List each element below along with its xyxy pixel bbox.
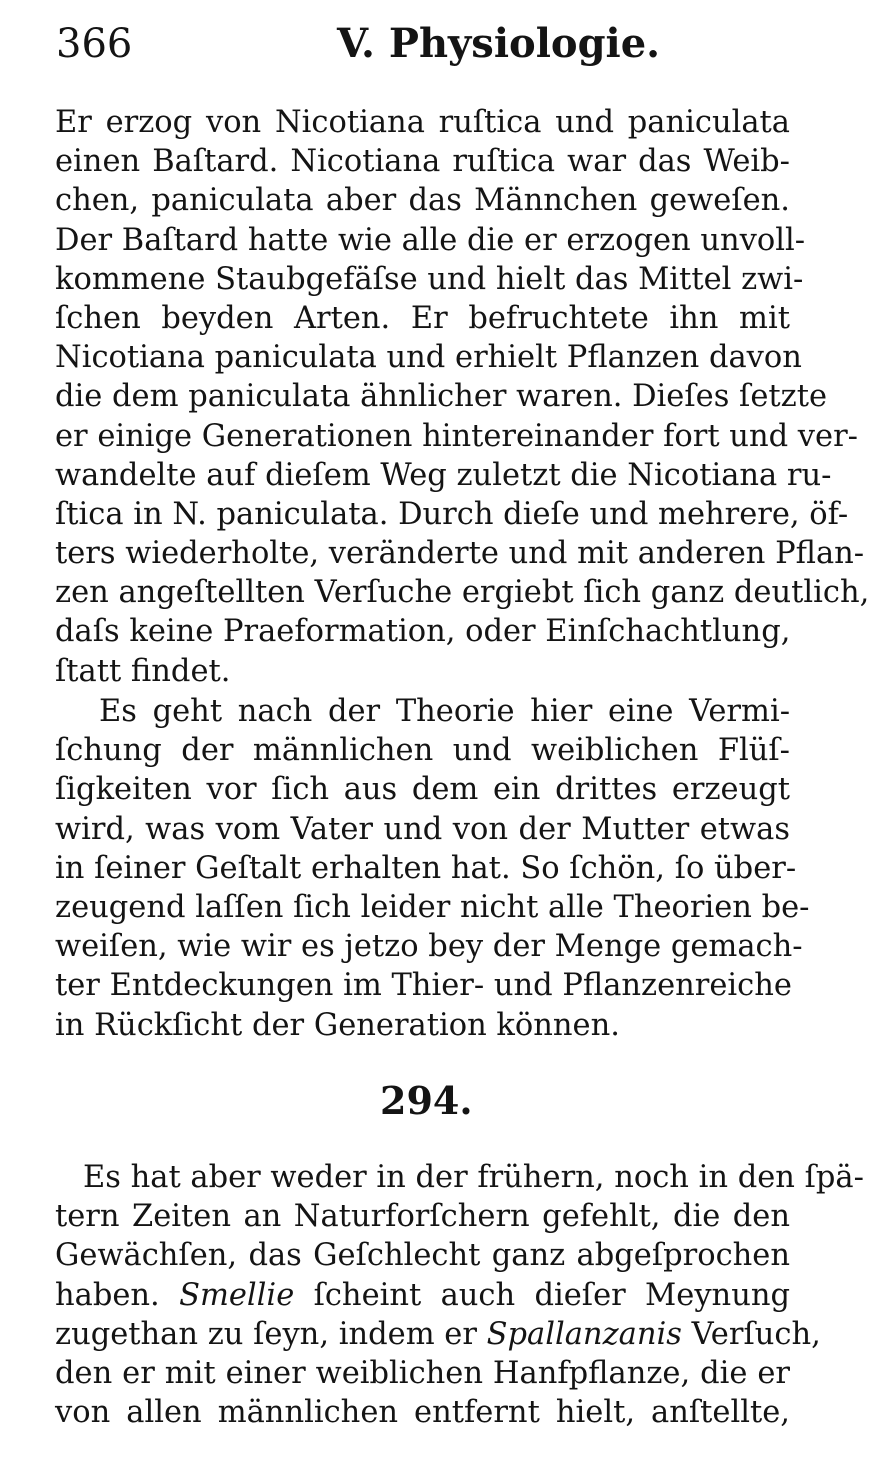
text-line: Er erzog von Nicotiana ruſtica und paniculata xyxy=(55,105,790,140)
text-line: ſigkeiten vor ſich aus dem ein drittes erzeugt xyxy=(55,772,790,808)
text-line: Der Baſtard hatte wie alle die er erzogen unvoll- xyxy=(55,222,806,258)
text-segment: Verſuch, xyxy=(681,1316,821,1352)
text-segment: zugethan zu ſeyn, indem er xyxy=(55,1316,487,1352)
text-line: ſtatt findet. xyxy=(55,653,231,689)
text-line: ſchung der männlichen und weiblichen Flüſ- xyxy=(55,733,790,769)
text-line: einen Baſtard. Nicotiana ruſtica war das Weib- xyxy=(55,144,790,180)
text-line: Es hat aber weder in der frühern, noch in den ſpä- xyxy=(83,1160,864,1195)
text-line: wandelte auf dieſem Weg zuletzt die Nicotiana ru- xyxy=(55,457,832,493)
paragraph-1 xyxy=(55,103,869,691)
author-name-smellie: Smellie xyxy=(179,1277,295,1313)
text-line: zeugend laſſen ſich leider nicht alle Theorien be- xyxy=(55,889,810,925)
text-line: er einige Generationen hintereinander fort und ver- xyxy=(55,418,858,454)
text-line: chen, paniculata aber das Männchen geweſen. xyxy=(55,183,790,219)
text-line: in ſeiner Geſtalt erhalten hat. So ſchön, ſo über- xyxy=(55,850,797,886)
text-segment: haben. xyxy=(55,1277,180,1313)
author-name-spallanzani: Spallanzanis xyxy=(486,1316,682,1352)
text-line: zen angeſtellten Verſuche ergiebt ſich ganz deutlich, xyxy=(55,575,869,611)
text-line: wird, was vom Vater und von der Mutter etwas xyxy=(55,811,790,847)
text-line: Gewächſen, das Geſchlecht ganz abgeſprochen xyxy=(55,1238,790,1274)
paragraph-3 xyxy=(55,1158,864,1432)
page-header xyxy=(52,18,792,78)
text-line: kommene Staubgefäſse und hielt das Mittel zwi- xyxy=(55,261,804,297)
text-line: Nicotiana paniculata und erhielt Pflanzen davon xyxy=(55,340,802,376)
text-line: daſs keine Praeformation, oder Einſchachtlung, xyxy=(55,614,791,650)
text-line: ter Entdeckungen im Thier- und Pflanzenreiche xyxy=(55,968,792,1004)
text-line: den er mit einer weiblichen Hanfpflanze, die er xyxy=(55,1355,790,1391)
text-line: ters wiederholte, veränderte und mit anderen Pflan- xyxy=(55,536,865,572)
text-line: die dem paniculata ähnlicher waren. Dieſes ſetzte xyxy=(55,379,828,415)
text-line xyxy=(55,1315,821,1354)
section-number: 294. xyxy=(380,1078,473,1123)
paragraph-2 xyxy=(55,692,810,1045)
text-segment: ſcheint auch dieſer Meynung xyxy=(294,1277,790,1313)
text-line xyxy=(55,1276,790,1315)
text-line: ſchen beyden Arten. Er befruchtete ihn mit xyxy=(55,300,790,336)
text-line: in Rückſicht der Generation können. xyxy=(55,1007,620,1043)
text-line: von allen männlichen entfernt hielt, anſtellte, xyxy=(55,1395,790,1431)
text-line: tern Zeiten an Naturforſchern gefehlt, die den xyxy=(55,1199,790,1235)
text-line: Es geht nach der Theorie hier eine Vermi- xyxy=(99,694,790,729)
text-line: weiſen, wie wir es jetzo bey der Menge gemach- xyxy=(55,929,803,965)
running-head: V. Physiologie. xyxy=(337,20,661,67)
page-number: 366 xyxy=(56,21,133,67)
text-line: ſtica in N. paniculata. Durch dieſe und mehrere, öf- xyxy=(55,496,849,532)
